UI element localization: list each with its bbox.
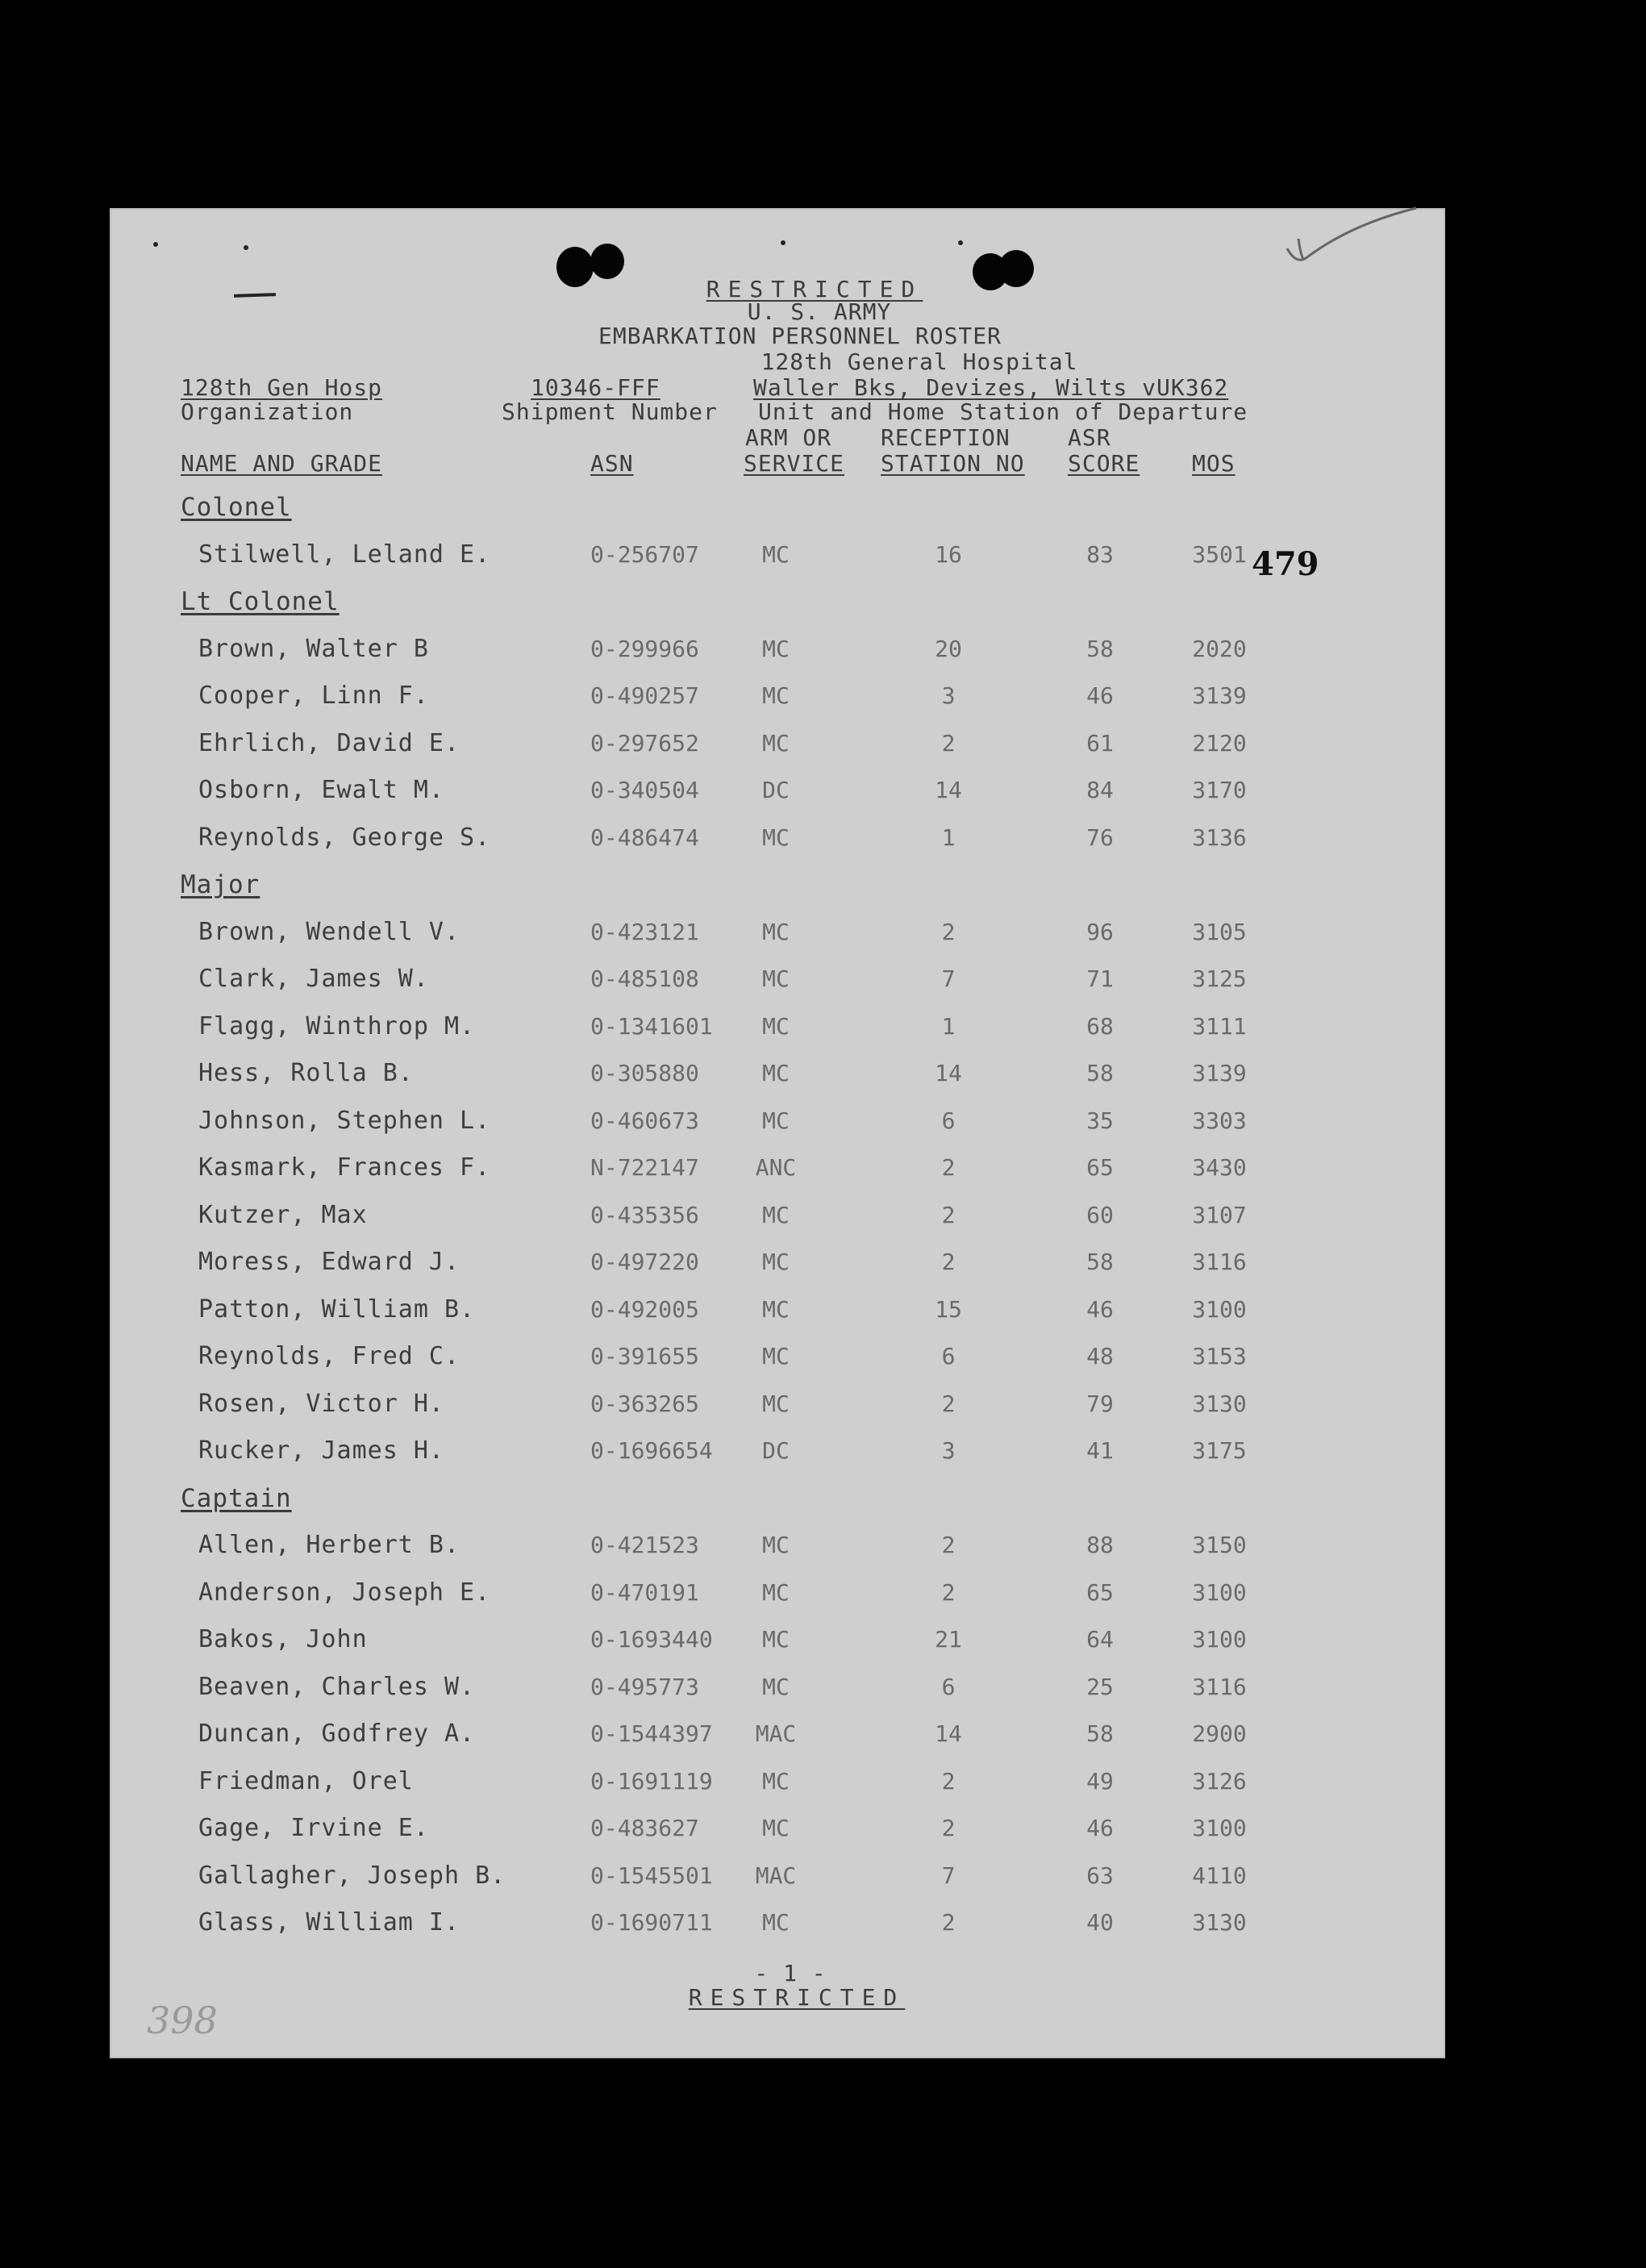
- reception-station-value: 1: [941, 1013, 956, 1040]
- asr-score-value: 41: [1086, 1437, 1114, 1464]
- asr-score-value: 35: [1086, 1107, 1114, 1134]
- unit-full-name: 128th General Hospital: [760, 348, 1078, 375]
- mos-value: 3100: [1192, 1579, 1247, 1606]
- col-mos: MOS: [1192, 450, 1236, 477]
- asr-score-value: 63: [1086, 1862, 1114, 1889]
- asn-value: 0-460673: [590, 1107, 699, 1134]
- asn-value: 0-470191: [590, 1579, 699, 1606]
- arm-service-value: MC: [762, 1390, 790, 1417]
- arm-service-value: MC: [762, 965, 790, 992]
- reception-station-value: 20: [935, 636, 962, 662]
- asr-score-value: 65: [1086, 1154, 1114, 1181]
- asn-value: 0-497220: [590, 1249, 699, 1275]
- asn-value: 0-435356: [590, 1202, 699, 1228]
- person-name: Bakos, John: [198, 1625, 368, 1653]
- arm-service-value: ANC: [755, 1154, 797, 1181]
- arm-service-value: MAC: [755, 1720, 797, 1747]
- asn-value: 0-299966: [590, 636, 699, 662]
- asr-score-value: 46: [1086, 1815, 1114, 1841]
- asr-score-value: 61: [1086, 730, 1114, 757]
- mos-value: 3130: [1192, 1390, 1247, 1417]
- person-name: Beaven, Charles W.: [198, 1673, 476, 1701]
- arm-service-value: MC: [762, 1579, 790, 1606]
- asn-value: 0-363265: [590, 1390, 699, 1417]
- person-name: Duncan, Godfrey A.: [198, 1720, 476, 1748]
- person-name: Stilwell, Leland E.: [198, 540, 491, 569]
- person-name: Brown, Walter B: [198, 635, 429, 663]
- asn-value: 0-340504: [590, 777, 699, 803]
- asn-value: 0-1341601: [590, 1013, 713, 1040]
- asr-score-value: 65: [1086, 1579, 1114, 1606]
- person-name: Flagg, Winthrop M.: [198, 1012, 476, 1040]
- arm-service-value: MC: [762, 1013, 790, 1040]
- mos-value: 3139: [1192, 682, 1247, 709]
- grade-heading: Major: [181, 870, 260, 899]
- reception-station-value: 2: [941, 1532, 956, 1558]
- asn-value: 0-1696654: [590, 1437, 713, 1464]
- reception-station-value: 2: [941, 730, 956, 757]
- asr-score-value: 68: [1086, 1013, 1114, 1040]
- mos-value: 3111: [1192, 1013, 1247, 1040]
- stamp-number: 479: [1252, 545, 1319, 583]
- mos-value: 3430: [1192, 1154, 1247, 1181]
- arm-service-value: MC: [762, 682, 790, 709]
- mos-value: 3126: [1192, 1768, 1247, 1795]
- person-name: Glass, William I.: [198, 1908, 460, 1937]
- arm-service-value: MC: [762, 1249, 790, 1275]
- mos-value: 3501: [1192, 541, 1247, 568]
- asn-value: 0-483627: [590, 1815, 699, 1841]
- reception-station-value: 2: [941, 1390, 956, 1417]
- mos-value: 2020: [1192, 636, 1247, 662]
- reception-station-value: 7: [941, 1862, 956, 1889]
- arm-service-value: MC: [762, 1532, 790, 1558]
- reception-station-value: 6: [941, 1343, 956, 1370]
- asn-value: 0-1544397: [590, 1720, 713, 1747]
- person-name: Kasmark, Frances F.: [198, 1153, 491, 1182]
- reception-station-value: 7: [941, 965, 956, 992]
- margin-dot: [781, 240, 785, 245]
- arm-service-value: MC: [762, 1768, 790, 1795]
- asn-value: N-722147: [590, 1154, 699, 1181]
- asr-score-value: 48: [1086, 1343, 1114, 1370]
- arm-service-value: MAC: [755, 1862, 797, 1889]
- mos-value: 3116: [1192, 1674, 1247, 1700]
- mos-value: 3116: [1192, 1249, 1247, 1275]
- asr-score-value: 46: [1086, 682, 1114, 709]
- reception-station-value: 14: [935, 1060, 962, 1086]
- asn-value: 0-256707: [590, 541, 699, 568]
- person-name: Friedman, Orel: [198, 1767, 414, 1795]
- mos-value: 2900: [1192, 1720, 1247, 1747]
- organization-value: 128th Gen Hosp: [181, 374, 383, 401]
- arm-service-value: MC: [762, 1674, 790, 1700]
- mos-value: 3100: [1192, 1815, 1247, 1841]
- reception-station-value: 2: [941, 1579, 956, 1606]
- reception-station-value: 1: [941, 824, 956, 851]
- asn-value: 0-423121: [590, 919, 699, 945]
- arm-service-value: MC: [762, 1815, 790, 1841]
- reception-station-value: 6: [941, 1674, 956, 1700]
- asr-score-value: 58: [1086, 1720, 1114, 1747]
- asn-value: 0-297652: [590, 730, 699, 757]
- person-name: Kutzer, Max: [198, 1201, 368, 1229]
- col-name-grade: NAME AND GRADE: [181, 450, 383, 477]
- asr-score-value: 71: [1086, 965, 1114, 992]
- mos-value: 3150: [1192, 1532, 1247, 1558]
- person-name: Johnson, Stephen L.: [198, 1107, 491, 1135]
- asn-value: 0-421523: [590, 1532, 699, 1558]
- pen-dash-mark: [234, 293, 276, 298]
- asn-value: 0-1691119: [590, 1768, 713, 1795]
- arm-service-value: MC: [762, 1909, 790, 1936]
- reception-station-value: 16: [935, 541, 962, 568]
- person-name: Hess, Rolla B.: [198, 1059, 414, 1087]
- station-value: Waller Bks, Devizes, Wilts vUK362: [753, 374, 1229, 401]
- reception-station-value: 2: [941, 1768, 956, 1795]
- asn-value: 0-305880: [590, 1060, 699, 1086]
- mos-value: 3130: [1192, 1909, 1247, 1936]
- asr-score-value: 60: [1086, 1202, 1114, 1228]
- mos-value: 3139: [1192, 1060, 1247, 1086]
- person-name: Patton, William B.: [198, 1295, 476, 1324]
- asn-value: 0-486474: [590, 824, 699, 851]
- asr-score-value: 40: [1086, 1909, 1114, 1936]
- grade-heading: Colonel: [181, 493, 292, 522]
- person-name: Cooper, Linn F.: [198, 682, 429, 710]
- col-arm-line2: SERVICE: [744, 450, 845, 477]
- arm-service-value: MC: [762, 1060, 790, 1086]
- pencil-page-mark: 398: [147, 1999, 218, 2042]
- document-title: EMBARKATION PERSONNEL ROSTER: [598, 323, 1002, 349]
- person-name: Gallagher, Joseph B.: [198, 1862, 506, 1890]
- asr-score-value: 58: [1086, 1249, 1114, 1275]
- reception-station-value: 15: [935, 1296, 962, 1323]
- roster-page: [110, 208, 1445, 2058]
- mos-value: 3175: [1192, 1437, 1247, 1464]
- asn-value: 0-490257: [590, 682, 699, 709]
- shipment-value: 10346-FFF: [531, 374, 660, 401]
- col-arm-line1: ARM OR: [745, 424, 832, 451]
- reception-station-value: 2: [941, 1202, 956, 1228]
- reception-station-value: 2: [941, 1909, 956, 1936]
- arm-service-value: MC: [762, 1107, 790, 1134]
- col-asr-line1: ASR: [1068, 424, 1111, 451]
- asn-value: 0-485108: [590, 965, 699, 992]
- person-name: Reynolds, Fred C.: [198, 1342, 460, 1370]
- person-name: Brown, Wendell V.: [198, 918, 460, 946]
- asn-value: 0-1693440: [590, 1626, 713, 1653]
- asr-score-value: 46: [1086, 1296, 1114, 1323]
- arm-service-value: MC: [762, 1626, 790, 1653]
- reception-station-value: 14: [935, 1720, 962, 1747]
- person-name: Ehrlich, David E.: [198, 729, 460, 757]
- page-number: - 1 -: [754, 1960, 827, 1987]
- arm-service-value: MC: [762, 1296, 790, 1323]
- check-mark-icon: [1279, 192, 1432, 281]
- punch-hole: [590, 244, 624, 279]
- person-name: Moress, Edward J.: [198, 1248, 460, 1276]
- person-name: Reynolds, George S.: [198, 823, 491, 852]
- person-name: Rosen, Victor H.: [198, 1390, 444, 1418]
- mos-value: 3303: [1192, 1107, 1247, 1134]
- arm-service-value: MC: [762, 730, 790, 757]
- person-name: Gage, Irvine E.: [198, 1814, 429, 1842]
- arm-service-value: MC: [762, 919, 790, 945]
- arm-service-value: DC: [762, 1437, 790, 1464]
- arm-service-value: MC: [762, 636, 790, 662]
- margin-dot: [958, 240, 963, 245]
- mos-value: 3136: [1192, 824, 1247, 851]
- mos-value: 3170: [1192, 777, 1247, 803]
- mos-value: 3100: [1192, 1626, 1247, 1653]
- arm-service-value: MC: [762, 1343, 790, 1370]
- mos-value: 3125: [1192, 965, 1247, 992]
- asn-value: 0-1545501: [590, 1862, 713, 1889]
- punch-hole: [998, 250, 1034, 287]
- arm-service-value: MC: [762, 1202, 790, 1228]
- asr-score-value: 79: [1086, 1390, 1114, 1417]
- asr-score-value: 58: [1086, 636, 1114, 662]
- asn-value: 0-495773: [590, 1674, 699, 1700]
- arm-service-value: MC: [762, 824, 790, 851]
- reception-station-value: 6: [941, 1107, 956, 1134]
- asr-score-value: 25: [1086, 1674, 1114, 1700]
- person-name: Rucker, James H.: [198, 1436, 444, 1465]
- reception-station-value: 2: [941, 919, 956, 945]
- station-label: Unit and Home Station of Departure: [758, 398, 1248, 425]
- person-name: Osborn, Ewalt M.: [198, 776, 444, 804]
- grade-heading: Lt Colonel: [181, 587, 340, 616]
- reception-station-value: 14: [935, 777, 962, 803]
- asr-score-value: 58: [1086, 1060, 1114, 1086]
- asn-value: 0-1690711: [590, 1909, 713, 1936]
- asr-score-value: 83: [1086, 541, 1114, 568]
- person-name: Allen, Herbert B.: [198, 1531, 460, 1559]
- asr-score-value: 64: [1086, 1626, 1114, 1653]
- asr-score-value: 88: [1086, 1532, 1114, 1558]
- person-name: Anderson, Joseph E.: [198, 1578, 491, 1607]
- col-asn: ASN: [590, 450, 634, 477]
- asr-score-value: 96: [1086, 919, 1114, 945]
- asr-score-value: 76: [1086, 824, 1114, 851]
- mos-value: 3153: [1192, 1343, 1247, 1370]
- organization-label: Organization: [181, 398, 354, 425]
- margin-dot: [153, 242, 158, 247]
- mos-value: 2120: [1192, 730, 1247, 757]
- mos-value: 3105: [1192, 919, 1247, 945]
- mos-value: 4110: [1192, 1862, 1247, 1889]
- restricted-bottom: RESTRICTED: [688, 1984, 906, 2011]
- mos-value: 3107: [1192, 1202, 1247, 1228]
- army-line: U. S. ARMY: [747, 298, 892, 325]
- arm-service-value: MC: [762, 541, 790, 568]
- margin-dot: [244, 245, 248, 250]
- asn-value: 0-492005: [590, 1296, 699, 1323]
- reception-station-value: 3: [941, 1437, 956, 1464]
- col-asr-line2: SCORE: [1068, 450, 1140, 477]
- reception-station-value: 3: [941, 682, 956, 709]
- asr-score-value: 84: [1086, 777, 1114, 803]
- reception-station-value: 2: [941, 1154, 956, 1181]
- arm-service-value: DC: [762, 777, 790, 803]
- punch-hole: [556, 247, 594, 287]
- reception-station-value: 2: [941, 1249, 956, 1275]
- mos-value: 3100: [1192, 1296, 1247, 1323]
- restricted-top: RESTRICTED: [706, 276, 923, 302]
- grade-heading: Captain: [181, 1484, 292, 1513]
- reception-station-value: 2: [941, 1815, 956, 1841]
- asn-value: 0-391655: [590, 1343, 699, 1370]
- col-reception-line1: RECEPTION: [881, 424, 1011, 451]
- reception-station-value: 21: [935, 1626, 962, 1653]
- asr-score-value: 49: [1086, 1768, 1114, 1795]
- col-reception-line2: STATION NO: [881, 450, 1025, 477]
- shipment-label: Shipment Number: [502, 398, 718, 425]
- person-name: Clark, James W.: [198, 965, 429, 993]
